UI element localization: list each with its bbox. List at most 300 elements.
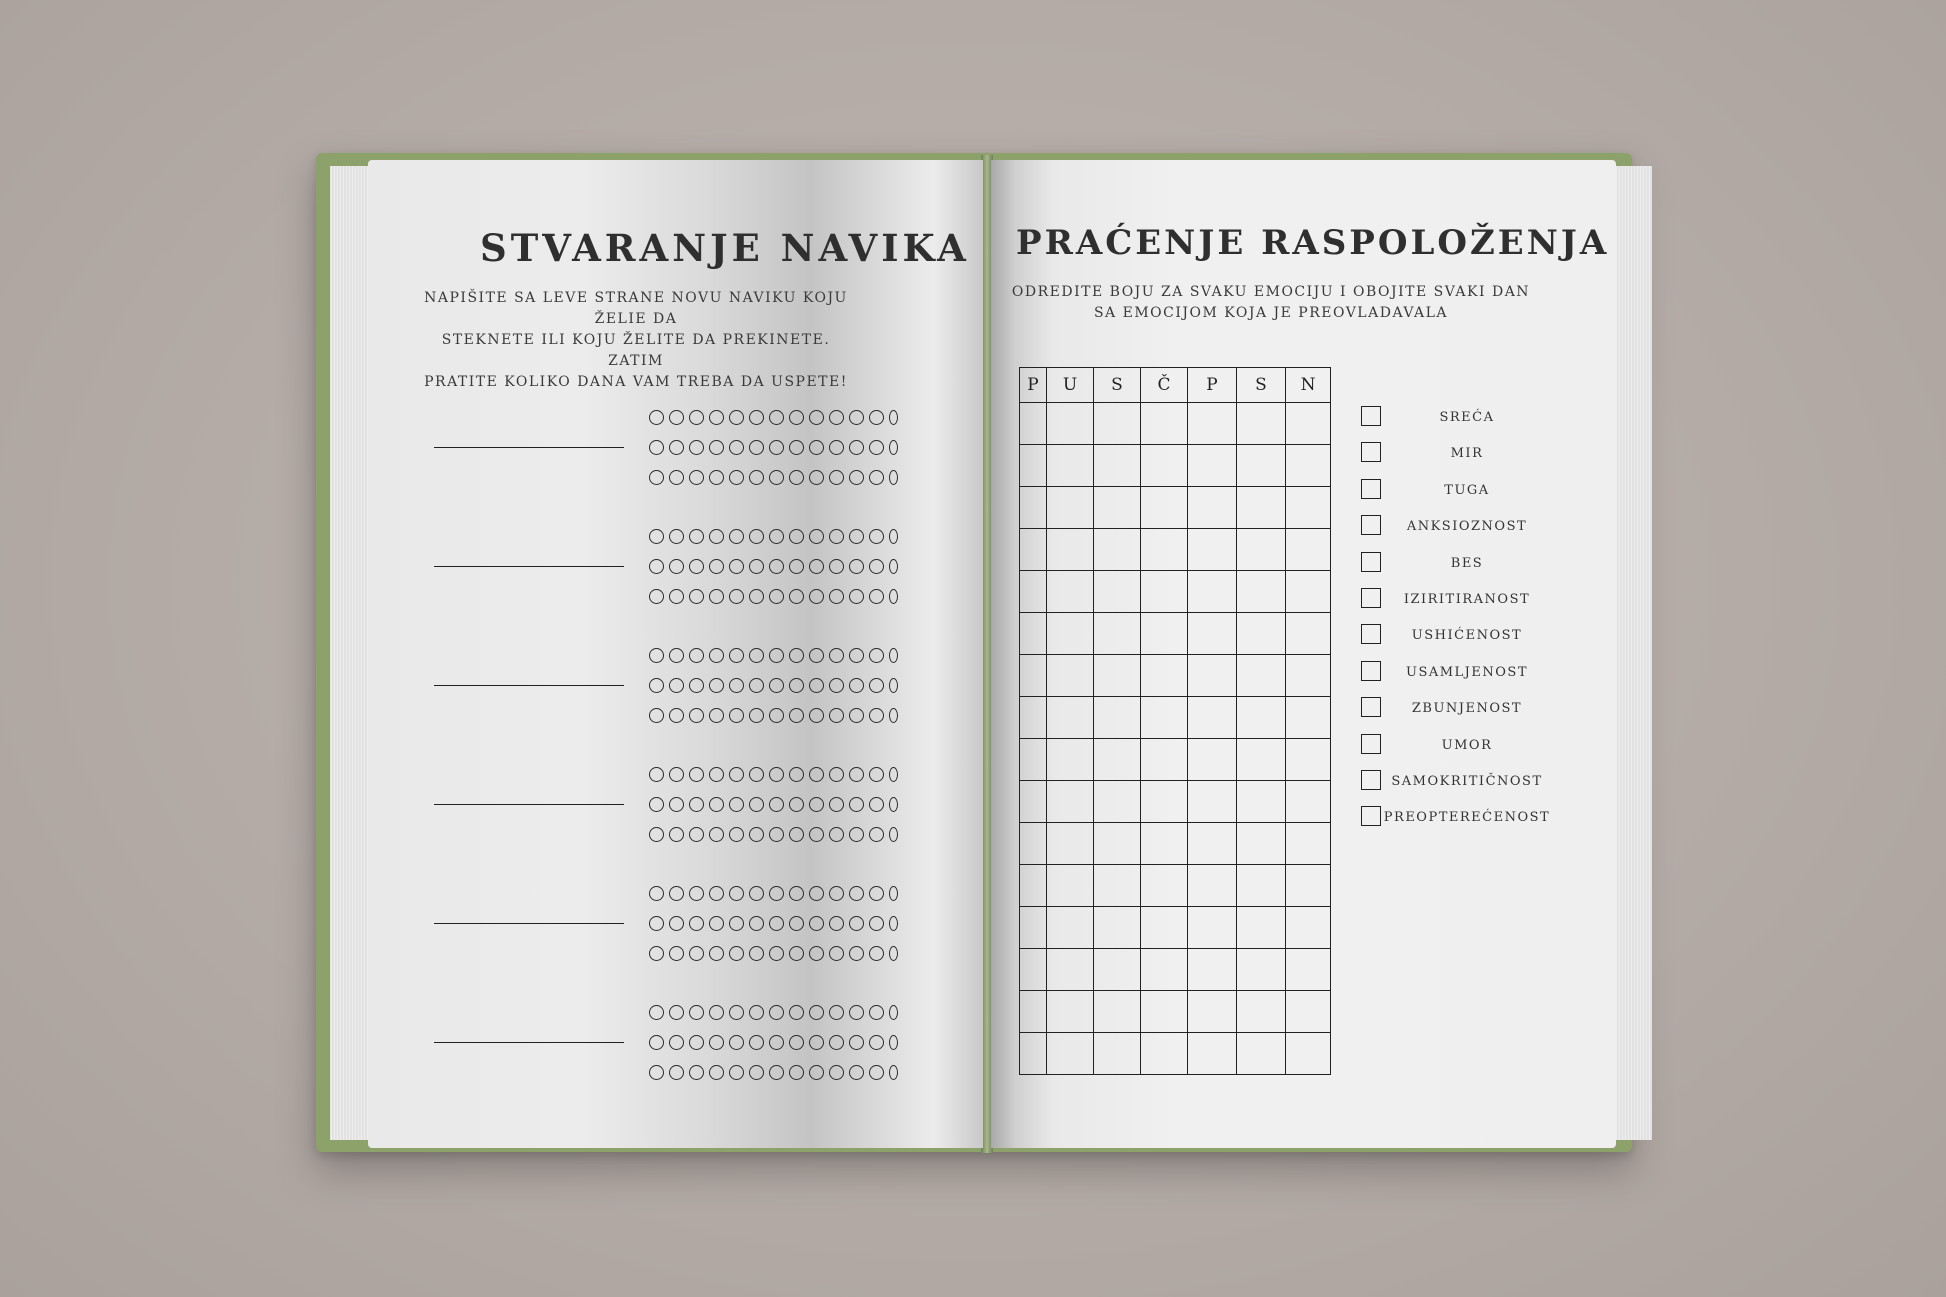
habit-day-circle[interactable] <box>649 916 664 931</box>
mood-day-cell[interactable] <box>1188 1033 1237 1075</box>
habit-day-circle[interactable] <box>849 470 864 485</box>
habit-day-circle[interactable] <box>809 1065 824 1080</box>
mood-day-cell[interactable] <box>1237 403 1286 445</box>
habit-day-circle[interactable] <box>849 678 864 693</box>
mood-day-cell[interactable] <box>1286 865 1331 907</box>
habit-day-circle[interactable] <box>669 529 684 544</box>
habit-day-circle[interactable] <box>769 529 784 544</box>
habit-day-circle[interactable] <box>689 440 704 455</box>
mood-day-cell[interactable] <box>1237 991 1286 1033</box>
mood-day-cell[interactable] <box>1020 907 1047 949</box>
habit-day-circle[interactable] <box>769 886 784 901</box>
mood-day-cell[interactable] <box>1237 865 1286 907</box>
habit-day-circle[interactable] <box>789 559 804 574</box>
habit-day-circle[interactable] <box>889 886 898 901</box>
habit-day-circle[interactable] <box>709 410 724 425</box>
habit-day-circle[interactable] <box>669 767 684 782</box>
habit-day-circle[interactable] <box>649 827 664 842</box>
mood-day-cell[interactable] <box>1286 613 1331 655</box>
habit-name-line[interactable] <box>434 685 624 686</box>
mood-day-cell[interactable] <box>1047 529 1094 571</box>
mood-day-cell[interactable] <box>1047 697 1094 739</box>
habit-day-circle[interactable] <box>689 470 704 485</box>
habit-day-circle[interactable] <box>889 1035 898 1050</box>
habit-day-circle[interactable] <box>689 827 704 842</box>
habit-day-circle[interactable] <box>829 559 844 574</box>
habit-day-circle[interactable] <box>709 827 724 842</box>
habit-day-circle[interactable] <box>649 708 664 723</box>
habit-day-circle[interactable] <box>829 589 844 604</box>
habit-day-circle[interactable] <box>889 797 898 812</box>
habit-day-circle[interactable] <box>869 886 884 901</box>
mood-day-cell[interactable] <box>1188 487 1237 529</box>
habit-day-circle[interactable] <box>729 1005 744 1020</box>
habit-day-circle[interactable] <box>889 767 898 782</box>
mood-day-cell[interactable] <box>1020 403 1047 445</box>
mood-day-cell[interactable] <box>1094 823 1141 865</box>
habit-day-circle[interactable] <box>869 1005 884 1020</box>
habit-day-circle[interactable] <box>669 946 684 961</box>
habit-day-circle[interactable] <box>829 886 844 901</box>
habit-day-circle[interactable] <box>809 797 824 812</box>
habit-day-circle[interactable] <box>889 410 898 425</box>
habit-day-circle[interactable] <box>869 1035 884 1050</box>
habit-day-circle[interactable] <box>649 529 664 544</box>
mood-day-cell[interactable] <box>1237 739 1286 781</box>
mood-day-cell[interactable] <box>1286 823 1331 865</box>
habit-day-circle[interactable] <box>709 916 724 931</box>
habit-day-circle[interactable] <box>749 648 764 663</box>
mood-day-cell[interactable] <box>1141 697 1188 739</box>
mood-day-cell[interactable] <box>1094 1033 1141 1075</box>
habit-day-circle[interactable] <box>709 440 724 455</box>
mood-day-cell[interactable] <box>1020 445 1047 487</box>
mood-day-cell[interactable] <box>1286 529 1331 571</box>
mood-day-cell[interactable] <box>1141 445 1188 487</box>
habit-day-circle[interactable] <box>809 708 824 723</box>
habit-day-circle[interactable] <box>669 589 684 604</box>
habit-day-circle[interactable] <box>869 797 884 812</box>
habit-day-circle[interactable] <box>869 440 884 455</box>
mood-day-cell[interactable] <box>1020 697 1047 739</box>
habit-day-circle[interactable] <box>789 767 804 782</box>
habit-day-circle[interactable] <box>789 529 804 544</box>
mood-day-cell[interactable] <box>1237 697 1286 739</box>
habit-day-circle[interactable] <box>729 440 744 455</box>
habit-day-circle[interactable] <box>889 916 898 931</box>
habit-day-circle[interactable] <box>849 827 864 842</box>
mood-day-cell[interactable] <box>1047 1033 1094 1075</box>
habit-day-circle[interactable] <box>869 1065 884 1080</box>
habit-day-circle[interactable] <box>809 678 824 693</box>
habit-day-circle[interactable] <box>769 678 784 693</box>
habit-day-circle[interactable] <box>789 1005 804 1020</box>
habit-day-circle[interactable] <box>849 946 864 961</box>
habit-day-circle[interactable] <box>809 470 824 485</box>
mood-day-cell[interactable] <box>1188 613 1237 655</box>
habit-day-circle[interactable] <box>749 708 764 723</box>
habit-day-circle[interactable] <box>729 648 744 663</box>
habit-day-circle[interactable] <box>829 440 844 455</box>
habit-day-circle[interactable] <box>769 946 784 961</box>
habit-day-circle[interactable] <box>849 559 864 574</box>
mood-day-cell[interactable] <box>1188 865 1237 907</box>
habit-day-circle[interactable] <box>809 827 824 842</box>
habit-day-circle[interactable] <box>809 410 824 425</box>
habit-day-circle[interactable] <box>649 886 664 901</box>
habit-day-circle[interactable] <box>729 559 744 574</box>
habit-day-circle[interactable] <box>649 1035 664 1050</box>
habit-day-circle[interactable] <box>829 946 844 961</box>
habit-day-circle[interactable] <box>769 767 784 782</box>
habit-day-circle[interactable] <box>689 1005 704 1020</box>
mood-day-cell[interactable] <box>1047 571 1094 613</box>
habit-day-circle[interactable] <box>829 708 844 723</box>
habit-day-circle[interactable] <box>649 559 664 574</box>
mood-day-cell[interactable] <box>1141 1033 1188 1075</box>
habit-day-circle[interactable] <box>709 797 724 812</box>
habit-day-circle[interactable] <box>669 1005 684 1020</box>
mood-day-cell[interactable] <box>1286 739 1331 781</box>
habit-day-circle[interactable] <box>709 946 724 961</box>
habit-day-circle[interactable] <box>889 1065 898 1080</box>
mood-day-cell[interactable] <box>1237 823 1286 865</box>
mood-day-cell[interactable] <box>1141 571 1188 613</box>
habit-day-circle[interactable] <box>709 708 724 723</box>
habit-day-circle[interactable] <box>669 470 684 485</box>
habit-day-circle[interactable] <box>709 1035 724 1050</box>
mood-day-cell[interactable] <box>1020 529 1047 571</box>
habit-day-circle[interactable] <box>889 589 898 604</box>
habit-day-circle[interactable] <box>749 589 764 604</box>
habit-day-circle[interactable] <box>849 410 864 425</box>
habit-day-circle[interactable] <box>729 1035 744 1050</box>
habit-day-circle[interactable] <box>869 559 884 574</box>
habit-day-circle[interactable] <box>669 678 684 693</box>
habit-day-circle[interactable] <box>729 470 744 485</box>
habit-day-circle[interactable] <box>869 678 884 693</box>
habit-day-circle[interactable] <box>849 886 864 901</box>
habit-day-circle[interactable] <box>709 529 724 544</box>
habit-day-circle[interactable] <box>849 648 864 663</box>
habit-day-circle[interactable] <box>689 886 704 901</box>
habit-day-circle[interactable] <box>669 648 684 663</box>
habit-day-circle[interactable] <box>769 559 784 574</box>
habit-day-circle[interactable] <box>689 589 704 604</box>
habit-day-circle[interactable] <box>709 1065 724 1080</box>
habit-day-circle[interactable] <box>689 559 704 574</box>
habit-day-circle[interactable] <box>849 1035 864 1050</box>
habit-day-circle[interactable] <box>649 470 664 485</box>
habit-day-circle[interactable] <box>729 886 744 901</box>
mood-day-cell[interactable] <box>1286 1033 1331 1075</box>
mood-day-cell[interactable] <box>1188 823 1237 865</box>
mood-day-cell[interactable] <box>1141 487 1188 529</box>
habit-name-line[interactable] <box>434 804 624 805</box>
habit-day-circle[interactable] <box>769 440 784 455</box>
habit-day-circle[interactable] <box>789 827 804 842</box>
habit-day-circle[interactable] <box>649 410 664 425</box>
mood-day-cell[interactable] <box>1094 613 1141 655</box>
mood-day-cell[interactable] <box>1094 697 1141 739</box>
habit-day-circle[interactable] <box>709 678 724 693</box>
mood-day-cell[interactable] <box>1141 949 1188 991</box>
habit-day-circle[interactable] <box>749 767 764 782</box>
habit-name-line[interactable] <box>434 566 624 567</box>
habit-day-circle[interactable] <box>749 1005 764 1020</box>
mood-day-cell[interactable] <box>1094 529 1141 571</box>
habit-name-line[interactable] <box>434 447 624 448</box>
habit-day-circle[interactable] <box>869 916 884 931</box>
habit-day-circle[interactable] <box>709 648 724 663</box>
mood-day-cell[interactable] <box>1094 739 1141 781</box>
habit-day-circle[interactable] <box>809 648 824 663</box>
mood-day-cell[interactable] <box>1094 865 1141 907</box>
habit-day-circle[interactable] <box>829 1065 844 1080</box>
mood-day-cell[interactable] <box>1020 781 1047 823</box>
habit-day-circle[interactable] <box>829 1035 844 1050</box>
habit-day-circle[interactable] <box>649 946 664 961</box>
habit-day-circle[interactable] <box>789 648 804 663</box>
habit-day-circle[interactable] <box>809 440 824 455</box>
mood-day-cell[interactable] <box>1188 445 1237 487</box>
habit-day-circle[interactable] <box>769 648 784 663</box>
habit-day-circle[interactable] <box>649 767 664 782</box>
habit-day-circle[interactable] <box>789 678 804 693</box>
habit-day-circle[interactable] <box>849 1065 864 1080</box>
habit-day-circle[interactable] <box>709 767 724 782</box>
habit-day-circle[interactable] <box>809 767 824 782</box>
habit-day-circle[interactable] <box>669 440 684 455</box>
habit-day-circle[interactable] <box>769 470 784 485</box>
habit-day-circle[interactable] <box>769 1005 784 1020</box>
habit-day-circle[interactable] <box>849 916 864 931</box>
mood-day-cell[interactable] <box>1047 781 1094 823</box>
mood-day-cell[interactable] <box>1188 529 1237 571</box>
habit-day-circle[interactable] <box>789 708 804 723</box>
habit-day-circle[interactable] <box>649 648 664 663</box>
mood-day-cell[interactable] <box>1286 991 1331 1033</box>
habit-day-circle[interactable] <box>709 1005 724 1020</box>
habit-day-circle[interactable] <box>649 1005 664 1020</box>
habit-day-circle[interactable] <box>789 440 804 455</box>
habit-day-circle[interactable] <box>729 410 744 425</box>
habit-day-circle[interactable] <box>889 470 898 485</box>
habit-day-circle[interactable] <box>849 797 864 812</box>
mood-day-cell[interactable] <box>1020 487 1047 529</box>
habit-day-circle[interactable] <box>869 529 884 544</box>
mood-day-cell[interactable] <box>1286 697 1331 739</box>
mood-day-cell[interactable] <box>1020 1033 1047 1075</box>
mood-day-cell[interactable] <box>1047 949 1094 991</box>
mood-day-cell[interactable] <box>1094 487 1141 529</box>
habit-day-circle[interactable] <box>749 440 764 455</box>
habit-day-circle[interactable] <box>749 886 764 901</box>
mood-day-cell[interactable] <box>1094 655 1141 697</box>
mood-day-cell[interactable] <box>1094 949 1141 991</box>
habit-day-circle[interactable] <box>729 529 744 544</box>
habit-day-circle[interactable] <box>809 529 824 544</box>
mood-day-cell[interactable] <box>1286 655 1331 697</box>
habit-day-circle[interactable] <box>689 529 704 544</box>
habit-day-circle[interactable] <box>649 678 664 693</box>
mood-day-cell[interactable] <box>1286 781 1331 823</box>
habit-day-circle[interactable] <box>789 886 804 901</box>
habit-day-circle[interactable] <box>829 410 844 425</box>
habit-day-circle[interactable] <box>789 1065 804 1080</box>
habit-day-circle[interactable] <box>849 708 864 723</box>
mood-day-cell[interactable] <box>1047 445 1094 487</box>
habit-day-circle[interactable] <box>829 767 844 782</box>
habit-day-circle[interactable] <box>809 559 824 574</box>
mood-day-cell[interactable] <box>1047 655 1094 697</box>
habit-day-circle[interactable] <box>889 559 898 574</box>
mood-day-cell[interactable] <box>1141 907 1188 949</box>
habit-day-circle[interactable] <box>789 470 804 485</box>
habit-day-circle[interactable] <box>889 1005 898 1020</box>
habit-day-circle[interactable] <box>889 946 898 961</box>
habit-day-circle[interactable] <box>849 529 864 544</box>
habit-day-circle[interactable] <box>729 946 744 961</box>
habit-day-circle[interactable] <box>789 916 804 931</box>
habit-day-circle[interactable] <box>649 440 664 455</box>
habit-day-circle[interactable] <box>889 708 898 723</box>
habit-day-circle[interactable] <box>709 470 724 485</box>
mood-day-cell[interactable] <box>1237 781 1286 823</box>
habit-day-circle[interactable] <box>669 916 684 931</box>
mood-day-cell[interactable] <box>1020 739 1047 781</box>
habit-day-circle[interactable] <box>689 797 704 812</box>
habit-day-circle[interactable] <box>689 1065 704 1080</box>
habit-day-circle[interactable] <box>869 708 884 723</box>
habit-day-circle[interactable] <box>829 827 844 842</box>
mood-day-cell[interactable] <box>1237 487 1286 529</box>
habit-day-circle[interactable] <box>769 827 784 842</box>
mood-day-cell[interactable] <box>1047 739 1094 781</box>
habit-day-circle[interactable] <box>849 767 864 782</box>
mood-day-cell[interactable] <box>1237 1033 1286 1075</box>
mood-day-cell[interactable] <box>1020 613 1047 655</box>
habit-day-circle[interactable] <box>809 1005 824 1020</box>
habit-day-circle[interactable] <box>649 797 664 812</box>
habit-day-circle[interactable] <box>749 559 764 574</box>
mood-day-cell[interactable] <box>1286 403 1331 445</box>
habit-day-circle[interactable] <box>789 797 804 812</box>
habit-day-circle[interactable] <box>729 827 744 842</box>
mood-day-cell[interactable] <box>1047 823 1094 865</box>
mood-day-cell[interactable] <box>1237 445 1286 487</box>
habit-day-circle[interactable] <box>869 946 884 961</box>
mood-day-cell[interactable] <box>1047 907 1094 949</box>
mood-day-cell[interactable] <box>1188 655 1237 697</box>
habit-day-circle[interactable] <box>769 1035 784 1050</box>
mood-day-cell[interactable] <box>1141 781 1188 823</box>
habit-day-circle[interactable] <box>889 648 898 663</box>
mood-day-cell[interactable] <box>1188 571 1237 613</box>
habit-name-line[interactable] <box>434 923 624 924</box>
habit-day-circle[interactable] <box>669 410 684 425</box>
habit-day-circle[interactable] <box>649 589 664 604</box>
mood-day-cell[interactable] <box>1141 991 1188 1033</box>
mood-day-cell[interactable] <box>1188 991 1237 1033</box>
habit-day-circle[interactable] <box>729 767 744 782</box>
mood-day-cell[interactable] <box>1237 529 1286 571</box>
mood-day-cell[interactable] <box>1141 403 1188 445</box>
habit-day-circle[interactable] <box>809 916 824 931</box>
mood-day-cell[interactable] <box>1047 865 1094 907</box>
habit-day-circle[interactable] <box>669 797 684 812</box>
habit-day-circle[interactable] <box>869 410 884 425</box>
mood-day-cell[interactable] <box>1047 487 1094 529</box>
habit-name-line[interactable] <box>434 1042 624 1043</box>
habit-day-circle[interactable] <box>769 916 784 931</box>
habit-day-circle[interactable] <box>669 1035 684 1050</box>
mood-day-cell[interactable] <box>1237 655 1286 697</box>
habit-day-circle[interactable] <box>829 529 844 544</box>
habit-day-circle[interactable] <box>829 1005 844 1020</box>
habit-day-circle[interactable] <box>689 708 704 723</box>
mood-day-cell[interactable] <box>1237 613 1286 655</box>
mood-day-cell[interactable] <box>1188 697 1237 739</box>
habit-day-circle[interactable] <box>769 1065 784 1080</box>
mood-day-cell[interactable] <box>1094 907 1141 949</box>
habit-day-circle[interactable] <box>749 1035 764 1050</box>
habit-day-circle[interactable] <box>849 589 864 604</box>
habit-day-circle[interactable] <box>869 648 884 663</box>
habit-day-circle[interactable] <box>689 678 704 693</box>
habit-day-circle[interactable] <box>889 440 898 455</box>
mood-day-cell[interactable] <box>1020 991 1047 1033</box>
mood-day-cell[interactable] <box>1020 655 1047 697</box>
habit-day-circle[interactable] <box>749 1065 764 1080</box>
mood-day-cell[interactable] <box>1286 949 1331 991</box>
habit-day-circle[interactable] <box>769 797 784 812</box>
habit-day-circle[interactable] <box>749 797 764 812</box>
habit-day-circle[interactable] <box>669 559 684 574</box>
habit-day-circle[interactable] <box>749 529 764 544</box>
habit-day-circle[interactable] <box>789 410 804 425</box>
mood-day-cell[interactable] <box>1047 613 1094 655</box>
habit-day-circle[interactable] <box>769 708 784 723</box>
habit-day-circle[interactable] <box>809 1035 824 1050</box>
habit-day-circle[interactable] <box>749 470 764 485</box>
mood-day-cell[interactable] <box>1020 949 1047 991</box>
mood-day-cell[interactable] <box>1188 781 1237 823</box>
mood-day-cell[interactable] <box>1094 991 1141 1033</box>
habit-day-circle[interactable] <box>829 648 844 663</box>
mood-day-cell[interactable] <box>1188 907 1237 949</box>
mood-day-cell[interactable] <box>1141 613 1188 655</box>
habit-day-circle[interactable] <box>769 589 784 604</box>
habit-day-circle[interactable] <box>869 470 884 485</box>
habit-day-circle[interactable] <box>869 589 884 604</box>
habit-day-circle[interactable] <box>889 678 898 693</box>
habit-day-circle[interactable] <box>669 1065 684 1080</box>
habit-day-circle[interactable] <box>729 708 744 723</box>
mood-day-cell[interactable] <box>1188 739 1237 781</box>
habit-day-circle[interactable] <box>749 916 764 931</box>
mood-day-cell[interactable] <box>1286 571 1331 613</box>
habit-day-circle[interactable] <box>709 589 724 604</box>
mood-day-cell[interactable] <box>1094 445 1141 487</box>
mood-day-cell[interactable] <box>1094 781 1141 823</box>
habit-day-circle[interactable] <box>889 529 898 544</box>
habit-day-circle[interactable] <box>689 916 704 931</box>
habit-day-circle[interactable] <box>829 797 844 812</box>
mood-day-cell[interactable] <box>1286 445 1331 487</box>
mood-day-cell[interactable] <box>1188 403 1237 445</box>
mood-day-cell[interactable] <box>1020 571 1047 613</box>
